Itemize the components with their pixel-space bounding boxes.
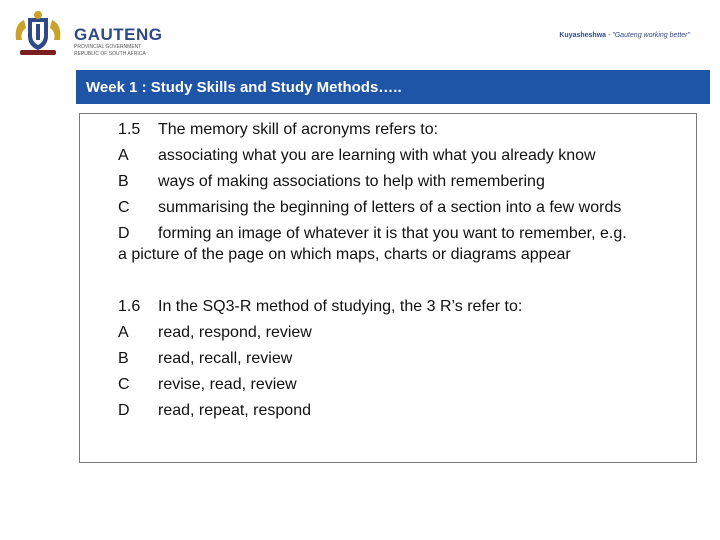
option-key: A (118, 324, 129, 341)
brand-subtitle-1: PROVINCIAL GOVERNMENT (74, 44, 142, 50)
page-header (0, 0, 720, 62)
option-text: read, repeat, respond (158, 402, 311, 419)
option-text: revise, read, review (158, 376, 297, 393)
option-key: D (118, 402, 130, 419)
title-bar (76, 70, 710, 104)
question-number: 1.5 (118, 121, 141, 138)
question-text: In the SQ3-R method of studying, the 3 R’s refer to: (158, 298, 523, 315)
option-key: B (118, 173, 129, 190)
option-text: ways of making associations to help with remembering (158, 173, 545, 190)
brand-subtitle-2: REPUBLIC OF SOUTH AFRICA (74, 51, 146, 57)
question-box (79, 113, 697, 463)
slogan (559, 32, 690, 39)
gauteng-coat-of-arms-icon (12, 10, 64, 56)
option-text: forming an image of whatever it is that you want to remember, e.g. (158, 225, 627, 242)
option-key: B (118, 350, 129, 367)
slogan-text: - "Gauteng working better" (606, 32, 690, 39)
question-number: 1.6 (118, 298, 141, 315)
option-text: associating what you are learning with what you already know (158, 147, 596, 164)
option-key: C (118, 199, 130, 216)
brand-name: GAUTENG (74, 25, 163, 44)
page-title: Week 1 : Study Skills and Study Methods….. (86, 79, 402, 96)
option-d-continuation: a picture of the page on which maps, charts or diagrams appear (118, 246, 571, 263)
brand-block (74, 26, 163, 57)
option-text: summarising the beginning of letters of a section into a few words (158, 199, 622, 216)
option-key: D (118, 225, 130, 242)
slogan-bold: Kuyasheshwa (559, 32, 607, 39)
question-text: The memory skill of acronyms refers to: (158, 121, 439, 138)
option-key: A (118, 147, 129, 164)
option-text: read, recall, review (158, 350, 293, 367)
option-key: C (118, 376, 130, 393)
option-text: read, respond, review (158, 324, 312, 341)
